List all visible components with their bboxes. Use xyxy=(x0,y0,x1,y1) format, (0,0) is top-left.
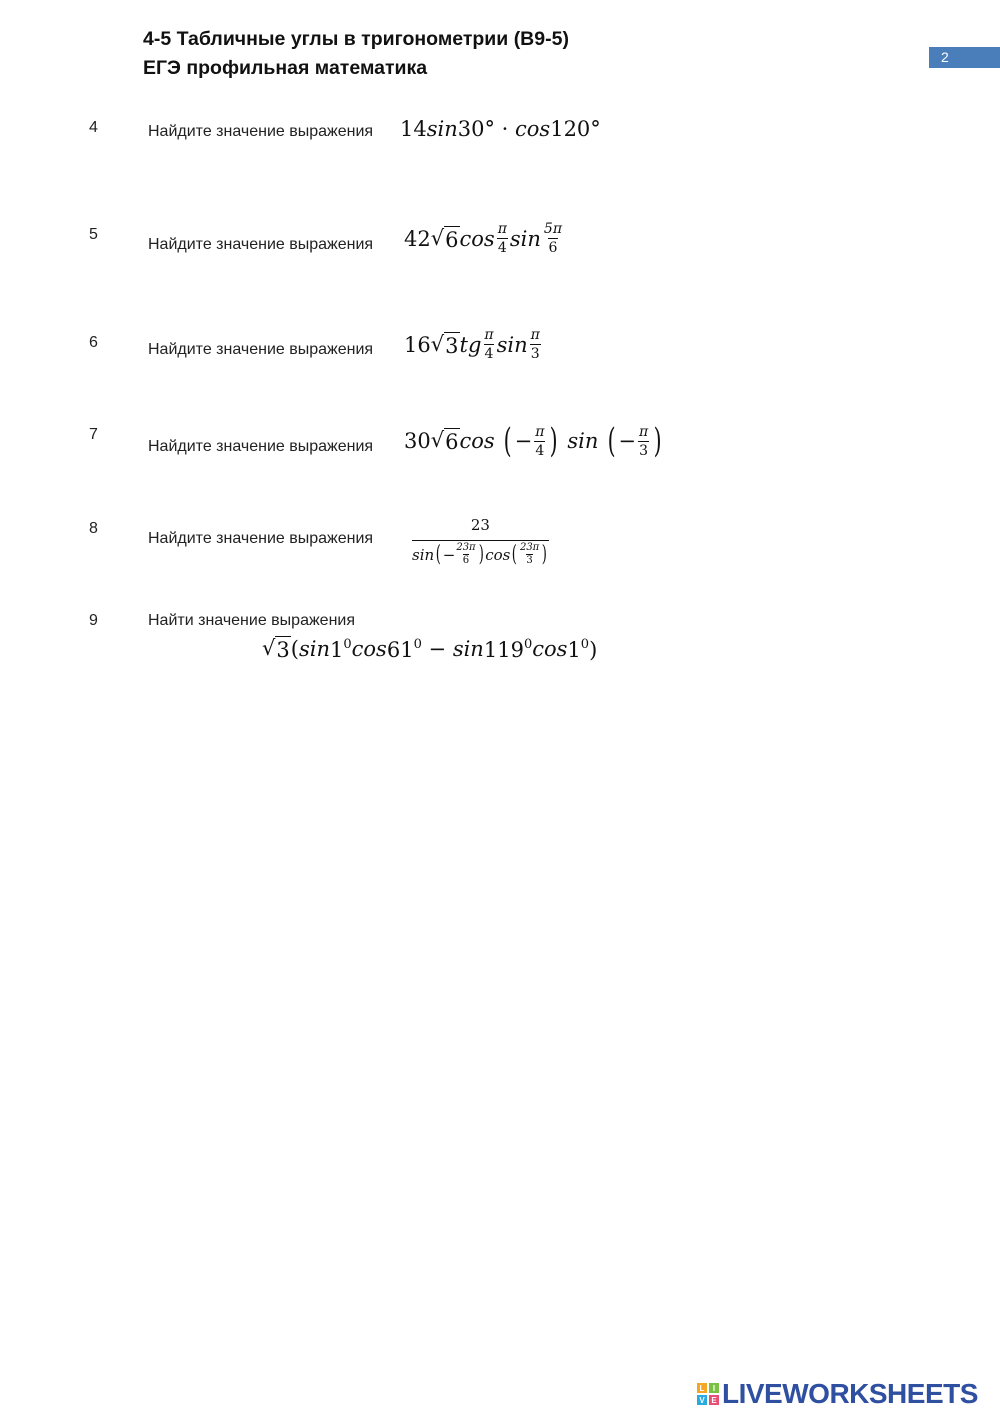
page-number-badge: 2 xyxy=(929,47,1000,68)
math-expression: 16 √ 3 tg $\frac{\pi}{4}$ sin $\frac{\pi}{3}$ xyxy=(404,327,540,362)
math-expression: 14 sin 30° · cos 120° xyxy=(400,117,601,141)
math-expression: 30 √ 6 cos ( − $\frac{\pi}{4}$ ) sin ( − $\frac{\pi}{3}$ ) xyxy=(404,421,662,461)
logo-tile: L xyxy=(697,1383,707,1393)
logo-tile: E xyxy=(709,1395,719,1405)
problem-prompt: Найти значение выражения xyxy=(148,612,356,629)
problem-number: 8 xyxy=(89,520,98,537)
page-subtitle: ЕГЭ профильная математика xyxy=(143,57,428,79)
math-expression: 23 sin ( − $\frac{23\pi}{6}$ ) cos ( 23π 3 ) xyxy=(412,516,548,567)
problem-prompt: Найдите значение выражения xyxy=(148,123,374,140)
problem-prompt: Найдите значение выражения xyxy=(148,236,374,253)
page-title: 4-5 Табличные углы в тригонометрии (В9-5) xyxy=(143,28,569,50)
problem-prompt: Найдите значение выражения xyxy=(148,438,374,455)
problem-number: 6 xyxy=(89,334,98,351)
math-expression: √ 3 ( sin $1^0$ cos $61^0$ − sin $119^0$ cos $1^0$) xyxy=(262,636,598,662)
problem-number: 7 xyxy=(89,426,98,443)
logo-tile: V xyxy=(697,1395,707,1405)
logo-icon xyxy=(697,1383,719,1405)
problem-number: 4 xyxy=(89,119,98,136)
problem-number: 5 xyxy=(89,226,98,243)
problem-number: 9 xyxy=(89,612,98,629)
math-expression: 42 √ 6 cos $\frac{\pi}{4}$ sin $\frac{5\pi}{6}$ xyxy=(404,221,563,256)
problem-prompt: Найдите значение выражения xyxy=(148,530,374,547)
logo-text: LIVEWORKSHEETS xyxy=(722,1378,978,1409)
liveworksheets-logo xyxy=(697,1378,978,1410)
logo-tile: I xyxy=(709,1383,719,1393)
problem-prompt: Найдите значение выражения xyxy=(148,341,374,358)
